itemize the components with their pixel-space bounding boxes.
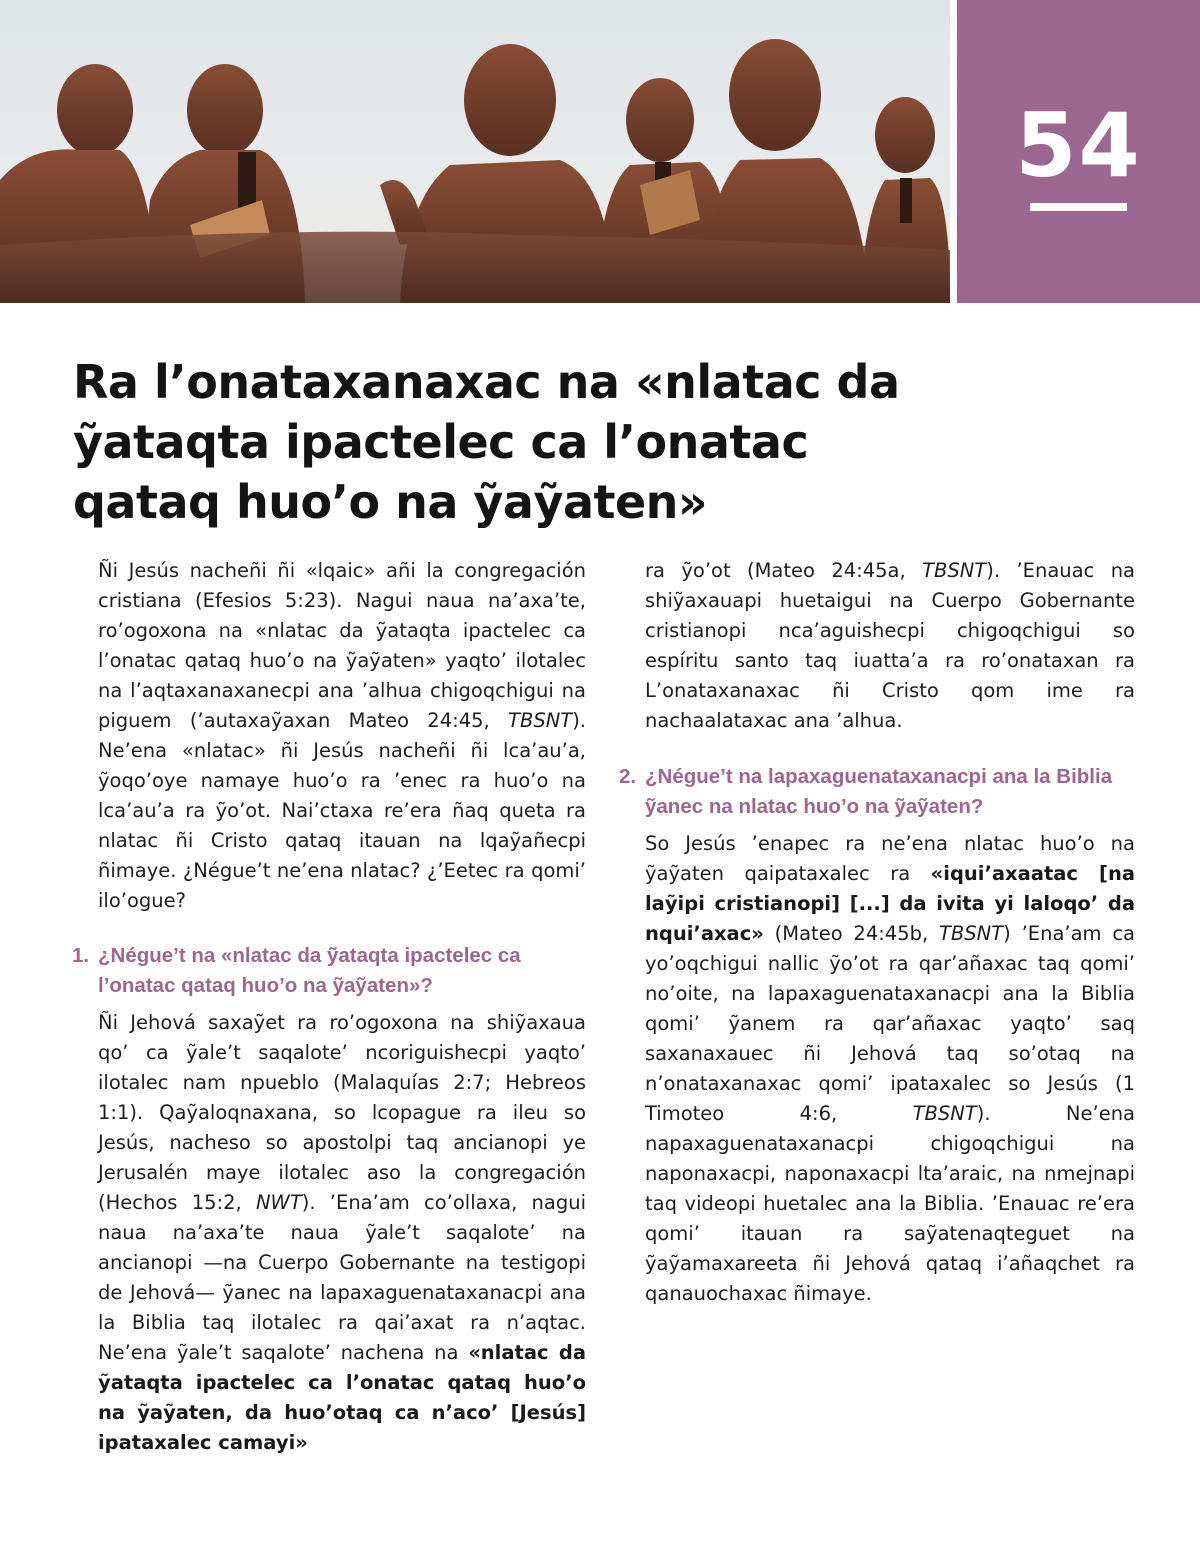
answer-1-text-tail: ). ’Enauac na shiỹaxauapi huetaigui na Cuerpo Gobernante cristianopi nca’aguishecpi chigoqchigui so espíritu santo taq iuatta’a ra ro’onataxan ra L’onataxanaxac ñi Cristo qom ime ra nachaalataxac ana ’alhua.: [645, 559, 1135, 732]
left-column: [72, 556, 587, 1458]
lesson-number-underline: [1030, 203, 1127, 211]
question-1-number: 1.: [72, 944, 90, 967]
answer-1-bold-quote: «nlatac da ỹataqta ipactelec ca l’onatac qataq huo’o na ỹaỹaten, da huo’otaq ca n’aco’ [Jesús] ipataxalec camayi»: [98, 1341, 586, 1454]
answer-2-reference-2: TBSNT: [912, 1102, 977, 1125]
intro-reference: TBSNT: [508, 709, 573, 732]
answer-1-reference-1: NWT: [255, 1191, 302, 1214]
answer-1-text: Ñi Jehová saxaỹet ra ro’ogoxona na shiỹaxaua qo’ ca ỹale’t saqalote’ ncoriguishecpi yaqto’ ilotalec nam npueblo (Malaquías 2:7; Hebreos 1:1). Qaỹaloqnaxana, so lcopague ra ileu so Jesús, nacheso so apostolpi taq ancianopi ye Jerusalén maye ilotalec aso la congregación (Hechos 15:2,: [98, 1011, 586, 1214]
lesson-number: 54: [1015, 94, 1142, 197]
right-column: [619, 556, 1135, 1309]
header-image: [0, 0, 950, 303]
intro-text: Ñi Jesús nacheñi ñi «lqaic» añi la congregación cristiana (Efesios 5:23). Nagui naua na’axa’te, ro’ogoxona na «nlatac da ỹataqta ipactelec ca l’onatac qataq huo’o na ỹaỹaten» yaqto’ ilotalec na l’aqtaxanaxanecpi ana ’alhua chigoqchigui na piguem (’autaxaỹaxan Mateo 24:45,: [98, 559, 586, 732]
answer-1-text-end: ra ỹo’ot (Mateo 24:45a,: [645, 559, 906, 582]
answer-2-text-continued: ) ’Ena’am ca yo’oqchigui nallic ỹo’ot ra qar’añaxac taq qomi’ no’oite, na lapaxaguenataxanacpi ana la Biblia qomi’ ỹanem ra qar’añaxac yaqto’ saq saxanaxauec ñi Jehová taq so’otaq na n’onataxanaxac qomi’ ipataxalec so Jesús (1 Timoteo 4:6,: [645, 922, 1135, 1125]
answer-1-reference-2: TBSNT: [922, 559, 987, 582]
answer-1-paragraph: [98, 1008, 586, 1458]
answer-1-paragraph-continued: [645, 556, 1135, 736]
question-1-text: ¿Négue’t na «nlatac da ỹataqta ipactelec ca l’onatac qataq huo’o na ỹaỹaten»?: [98, 944, 521, 997]
answer-1-text-middle: ). ’Ena’am co’ollaxa, nagui naua na’axa’te naua ỹale’t saqalote’ na ancianopi —na Cuerpo Gobernante na testigopi de Jehová— ỹanec na lapaxaguenataxanacpi ana la Biblia taq ilotalec ra qai’axat ra n’aqtac. Ne’ena ỹale’t saqalote’ nachena na: [98, 1191, 587, 1364]
answer-2-text-middle: (Mateo 24:45b,: [774, 922, 929, 945]
answer-2-text: So Jesús ’enapec ra ne’ena nlatac huo’o na ỹaỹaten qaipataxalec ra: [645, 832, 1135, 885]
answer-2-bold-quote: «iqui’axaatac [na laỹipi cristianopi] [...] da ivita yi laloqo’ da nqui’axac»: [645, 862, 1135, 945]
page-title: Ra l’onataxanaxac na «nlatac da ỹataqta ipactelec ca l’onatac qataq huo’o na ỹaỹaten»: [73, 355, 900, 529]
answer-2-text-end: ). Ne’ena napaxaguenataxanacpi chigoqchigui na naponaxacpi, naponaxacpi lta’araic, na nmejnapi taq videopi huetalec ana la Biblia. ’Enauac re’era qomi’ itauan ra saỹatenaqteguet na ỹaỹamaxareeta ñi Jehová qataq i’añaqchet ra qanauochaxac ñimaye.: [645, 1102, 1135, 1305]
question-1: [72, 941, 586, 1001]
question-2-number: 2.: [619, 765, 637, 788]
answer-2-reference-1: TBSNT: [939, 922, 1004, 945]
meeting-silhouettes-illustration: [0, 0, 950, 303]
intro-paragraph: [98, 556, 586, 916]
lesson-number-box: [957, 0, 1200, 303]
answer-2-paragraph: [645, 829, 1135, 1309]
question-2-text: ¿Négue’t na lapaxaguenataxanacpi ana la Biblia ỹanec na nlatac huo’o na ỹaỹaten?: [645, 765, 1113, 818]
question-2: [619, 762, 1135, 822]
intro-text-continued: ). Ne’ena «nlatac» ñi Jesús nacheñi ñi lca’au’a, ỹoqo’oye namaye huo’o ra ’enec ra huo’o na lca’au’a ra ỹo’ot. Nai’ctaxa re’era ñaq queta ra nlatac ñi Cristo qataq itauan na lqaỹañecpi ñimaye. ¿Négue’t ne’ena nlatac? ¿’Eetec ra qomi’ ilo’ogue?: [98, 709, 587, 912]
